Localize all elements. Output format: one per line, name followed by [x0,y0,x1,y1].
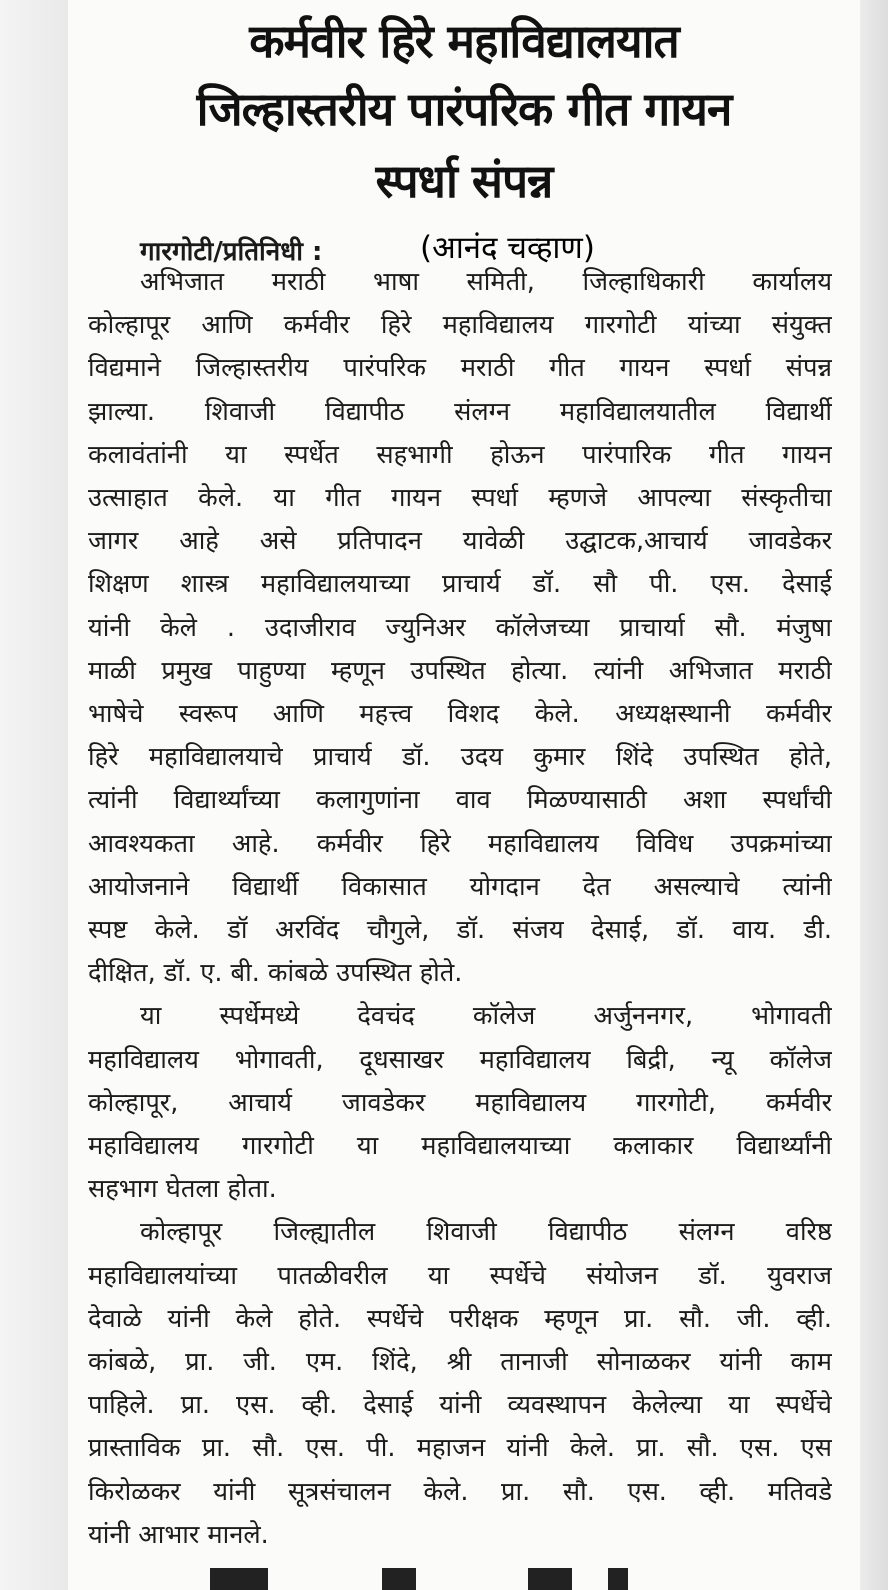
article-line: शिक्षण शास्त्र महाविद्यालयाच्या प्राचार्य डॉ. सौ पी. एस. देसाई [88,569,832,600]
article-line: महाविद्यालय भोगावती, दूधसाखर महाविद्यालय बिद्री, न्यू कॉलेज [88,1044,832,1075]
article-line: यांनी केले . उदाजीराव ज्युनिअर कॉलेजच्या प्राचार्या सौ. मंजुषा [88,612,832,643]
article-line: कोल्हापूर जिल्ह्यातील शिवाजी विद्यापीठ संलग्न वरिष्ठ [140,1217,832,1248]
headline-line-1: कर्मवीर हिरे महाविद्यालयात [249,14,679,68]
article-line: कांबळे, प्रा. जी. एम. शिंदे, श्री तानाजी सोनाळकर यांनी काम [88,1347,832,1377]
headline-line-3: स्पर्धा संपन्न [375,154,553,208]
article-line: आयोजनाने विद्यार्थी विकासात योगदान देत असल्याचे त्यांनी [88,871,832,902]
article-line: अभिजात मराठी भाषा समिती, जिल्हाधिकारी कार्यालय [140,267,832,297]
article-line: कोल्हापूर आणि कर्मवीर हिरे महाविद्यालय गारगोटी यांच्या संयुक्त [88,310,832,341]
article-line: स्पष्ट केले. डॉ अरविंद चौगुले, डॉ. संजय देसाई, डॉ. वाय. डी. [88,915,832,945]
article-line: देवाळे यांनी केले होते. स्पर्धेचे परीक्षक म्हणून प्रा. सौ. जी. व्ही. [88,1303,832,1334]
dateline: गारगोटी/प्रतिनिधी : [140,237,323,267]
article-line: दीक्षित, डॉ. ए. बी. कांबळे उपस्थित होते. [88,958,463,989]
headline-line-2: जिल्हास्तरीय पारंपरिक गीत गायन [196,82,732,136]
article-line: जागर आहे असे प्रतिपादन यावेळी उद्घाटक,आचार्य जावडेकर [88,526,832,557]
article-line: उत्साहात केले. या गीत गायन स्पर्धा म्हणजे आपल्या संस्कृतीचा [88,483,832,513]
article-line: किरोळकर यांनी सूत्रसंचालन केले. प्रा. सौ. एस. व्ही. मतिवडे [88,1476,832,1507]
reporter-name: (आनंद चव्हाण) [420,230,595,266]
right-page-margin [860,0,888,1590]
article-line: प्रास्ताविक प्रा. सौ. एस. पी. महाजन यांनी केले. प्रा. सौ. एस. एस [88,1433,832,1464]
article-line: विद्यमाने जिल्हास्तरीय पारंपरिक मराठी गीत गायन स्पर्धा संपन्न [88,353,832,384]
article-line: कोल्हापूर, आचार्य जावडेकर महाविद्यालय गारगोटी, कर्मवीर [88,1087,832,1118]
article-line: महाविद्यालयांच्या पातळीवरील या स्पर्धेचे संयोजन डॉ. युवराज [88,1260,832,1291]
article-line: भाषेचे स्वरूप आणि महत्त्व विशद केले. अध्यक्षस्थानी कर्मवीर [88,699,832,729]
article-line: महाविद्यालय गारगोटी या महाविद्यालयाच्या कलाकार विद्यार्थ्यांनी [88,1131,832,1161]
article-line: कलावंतांनी या स्पर्धेत सहभागी होऊन पारंपारिक गीत गायन [88,439,832,470]
article-line: सहभाग घेतला होता. [88,1174,277,1205]
article-line: यांनी आभार मानले. [88,1519,269,1550]
article-line: त्यांनी विद्यार्थ्यांच्या कलागुणांना वाव मिळण्यासाठी अशा स्पर्धांची [88,785,832,816]
article-line: या स्पर्धेमध्ये देवचंद कॉलेज अर्जुननगर, भोगावती [140,1001,832,1032]
article-line: पाहिले. प्रा. एस. व्ही. देसाई यांनी व्यवस्थापन केलेल्या या स्पर्धेचे [88,1390,832,1421]
article-line: झाल्या. शिवाजी विद्यापीठ संलग्न महाविद्यालयातील विद्यार्थी [88,396,832,427]
article-line: माळी प्रमुख पाहुण्या म्हणून उपस्थित होत्या. त्यांनी अभिजात मराठी [88,655,832,686]
article-line: आवश्यकता आहे. कर्मवीर हिरे महाविद्यालय विविध उपक्रमांच्या [88,828,832,859]
left-page-margin [0,0,68,1590]
next-headline-fragment [210,1568,640,1590]
article-line: हिरे महाविद्यालयाचे प्राचार्य डॉ. उदय कुमार शिंदे उपस्थित होते, [88,742,832,773]
